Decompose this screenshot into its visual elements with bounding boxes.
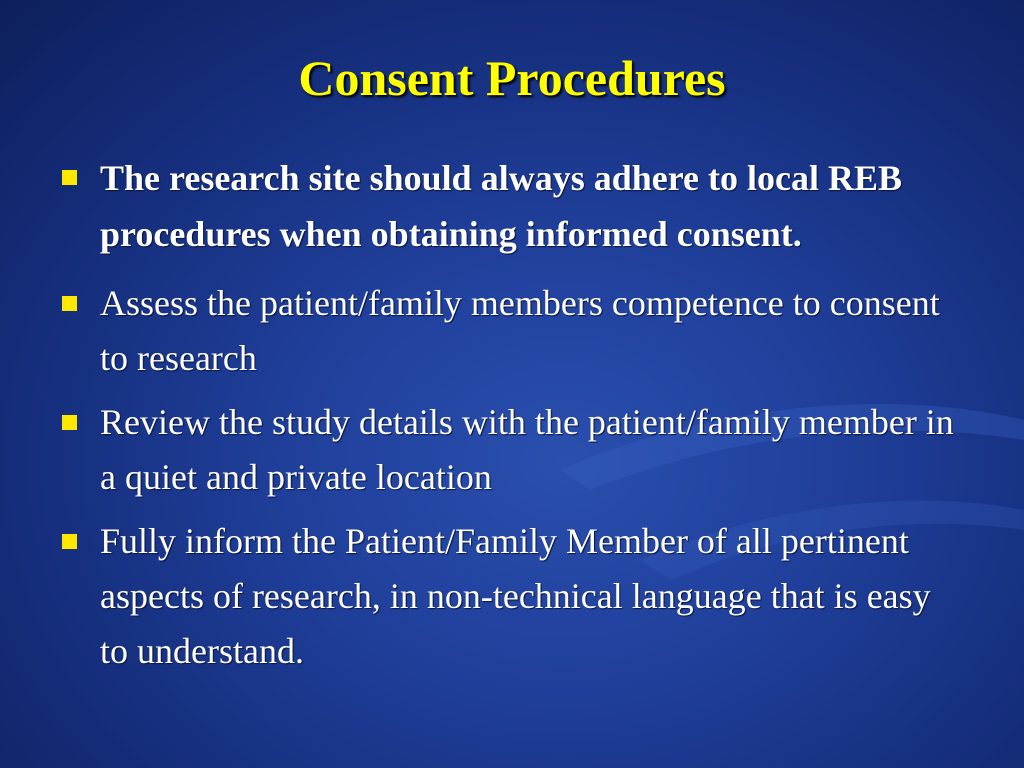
bullet-list bbox=[62, 150, 962, 688]
bullet-text: Fully inform the Patient/Family Member of all pertinent aspects of research, in non-technical language that is easy to understand. bbox=[100, 521, 931, 671]
bullet-item bbox=[62, 395, 962, 505]
square-bullet-icon bbox=[62, 170, 77, 185]
square-bullet-icon bbox=[62, 415, 77, 430]
square-bullet-icon bbox=[62, 296, 77, 311]
bullet-text: The research site should always adhere to local REB procedures when obtaining informed consent. bbox=[100, 158, 903, 254]
square-bullet-icon bbox=[62, 534, 77, 549]
bullet-text: Review the study details with the patient/family member in a quiet and private location bbox=[100, 402, 954, 497]
bullet-item bbox=[62, 514, 962, 679]
bullet-item bbox=[62, 276, 962, 386]
bullet-item bbox=[62, 150, 962, 262]
bullet-text: Assess the patient/family members competence to consent to research bbox=[100, 283, 940, 378]
slide-title: Consent Procedures bbox=[298, 50, 726, 106]
